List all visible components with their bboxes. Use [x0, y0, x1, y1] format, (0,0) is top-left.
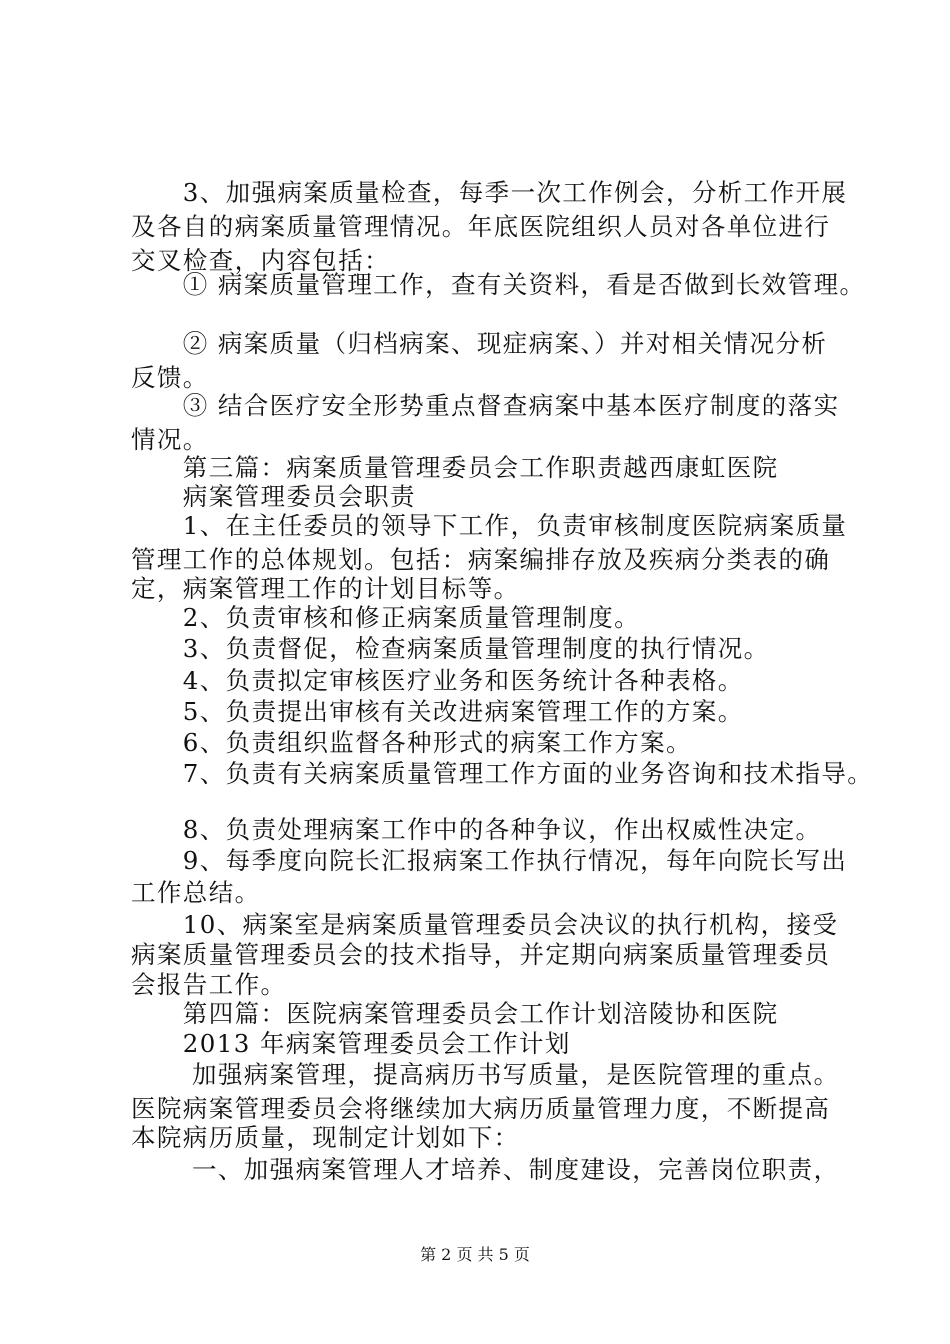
text-line: 2、负责审核和修正病案质量管理制度。	[131, 603, 641, 632]
page-footer: 第 2 页 共 5 页	[420, 1245, 530, 1264]
text-line: 9、每季度向院长汇报病案工作执行情况，每年向院长写出	[131, 846, 848, 875]
text-line: 1、在主任委员的领导下工作，负责审核制度医院病案质量	[131, 511, 848, 540]
text-line: ② 病案质量（归档病案、现症病案、）并对相关情况分析	[131, 329, 828, 358]
text-line: 工作总结。	[131, 878, 261, 907]
section-heading: 第三篇：病案质量管理委员会工作职责越西康虹医院	[131, 453, 779, 482]
text-line: 交叉检查，内容包括：	[131, 246, 390, 275]
text-line: 加强病案管理，提高病历书写质量，是医院管理的重点。	[131, 1060, 840, 1089]
text-line: 定，病案管理工作的计划目标等。	[131, 574, 520, 603]
text-line: 病案质量管理委员会的技术指导，并定期向病案质量管理委员	[131, 940, 831, 969]
section-subheading: 2013 年病案管理委员会工作计划	[131, 1029, 571, 1058]
text-line: 管理工作的总体规划。包括：病案编排存放及疾病分类表的确	[131, 545, 831, 574]
text-line: 5、负责提出审核有关改进病案管理工作的方案。	[131, 697, 744, 726]
text-line: 反馈。	[131, 363, 209, 392]
text-line: 3、负责督促，检查病案质量管理制度的执行情况。	[131, 634, 770, 663]
section-subheading: 病案管理委员会职责	[131, 482, 416, 511]
text-line: 医院病案管理委员会将继续加大病历质量管理力度，不断提高	[131, 1094, 831, 1123]
text-line: 4、负责拟定审核医疗业务和医务统计各种表格。	[131, 666, 744, 695]
text-line: 会报告工作。	[131, 970, 287, 999]
text-line: 6、负责组织监督各种形式的病案工作方案。	[131, 728, 692, 757]
text-line: ③ 结合医疗安全形势重点督查病案中基本医疗制度的落实	[131, 391, 840, 420]
text-line: 情况。	[131, 425, 209, 454]
section-heading: 第四篇：医院病案管理委员会工作计划涪陵协和医院	[131, 999, 779, 1028]
text-line: 3、加强病案质量检查，每季一次工作例会，分析工作开展	[131, 178, 848, 207]
text-line: ① 病案质量管理工作，查有关资料，看是否做到长效管理。	[131, 270, 866, 299]
text-line: 及各自的病案质量管理情况。年底医院组织人员对各单位进行	[131, 212, 831, 241]
text-line: 一、加强病案管理人才培养、制度建设，完善岗位职责，	[131, 1155, 840, 1184]
text-line: 10、病案室是病案质量管理委员会决议的执行机构，接受	[131, 910, 839, 939]
text-line: 本院病历质量，现制定计划如下：	[131, 1123, 520, 1152]
text-line: 8、负责处理病案工作中的各种争议，作出权威性决定。	[131, 815, 822, 844]
text-line: 7、负责有关病案质量管理工作方面的业务咨询和技术指导。	[131, 759, 874, 788]
